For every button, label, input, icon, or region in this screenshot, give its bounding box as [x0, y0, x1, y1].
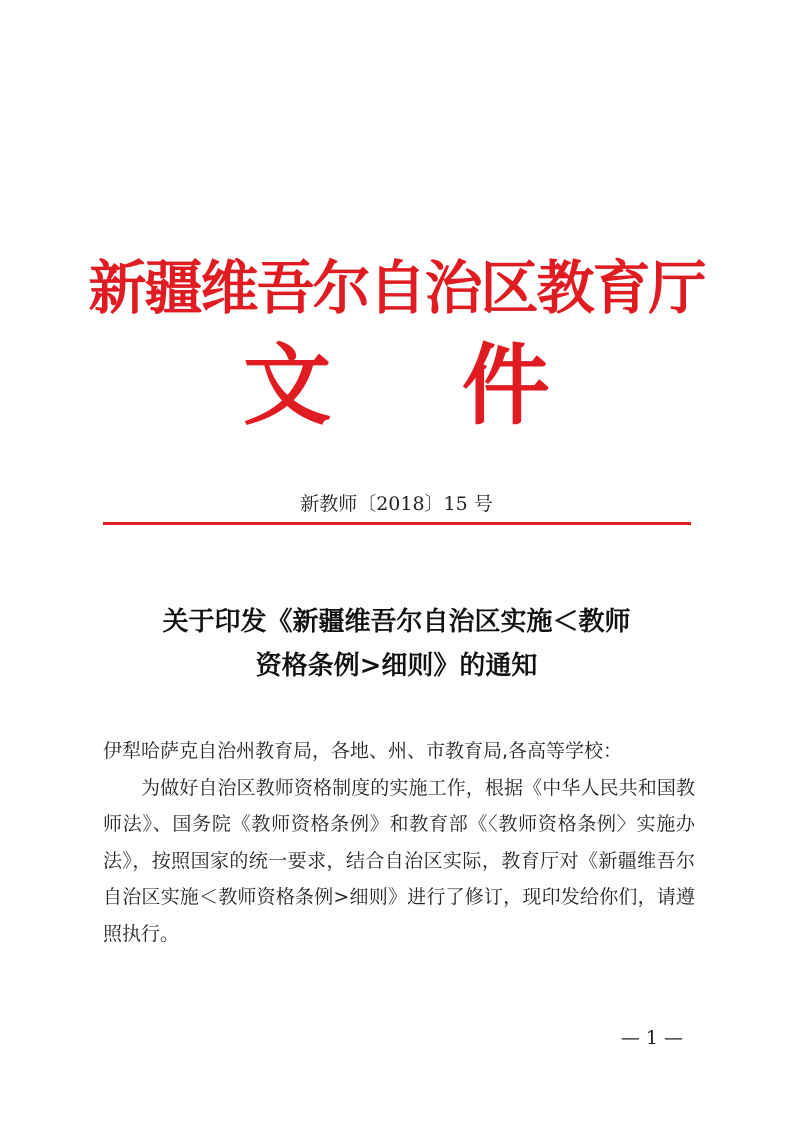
red-divider-line	[103, 522, 691, 525]
recipients-line: 伊犁哈萨克自治州教育局，各地、州、市教育局,各高等学校：	[103, 740, 623, 762]
document-number: 新教师〔2018〕15 号	[300, 493, 493, 515]
title-line-2: 资格条例>细则》的通知	[255, 651, 538, 681]
document-body	[103, 733, 695, 952]
issuer-name: 新疆维吾尔自治区教育厅	[88, 254, 705, 322]
page-number: — 1 —	[620, 1027, 683, 1049]
document-title	[0, 600, 793, 688]
body-paragraph: 为做好自治区教师资格制度的实施工作，根据《中华人民共和国教师法》、国务院《教师资格条例》和教育部《〈教师资格条例〉实施办法》，按照国家的统一要求，结合自治区实际，教育厅对《新疆维吾尔自治区实施＜教师资格条例>细则》进行了修订，现印发给你们，请遵照执行。	[103, 776, 695, 945]
title-line-1: 关于印发《新疆维吾尔自治区实施＜教师	[162, 607, 631, 637]
document-type: 文 件	[243, 333, 600, 437]
